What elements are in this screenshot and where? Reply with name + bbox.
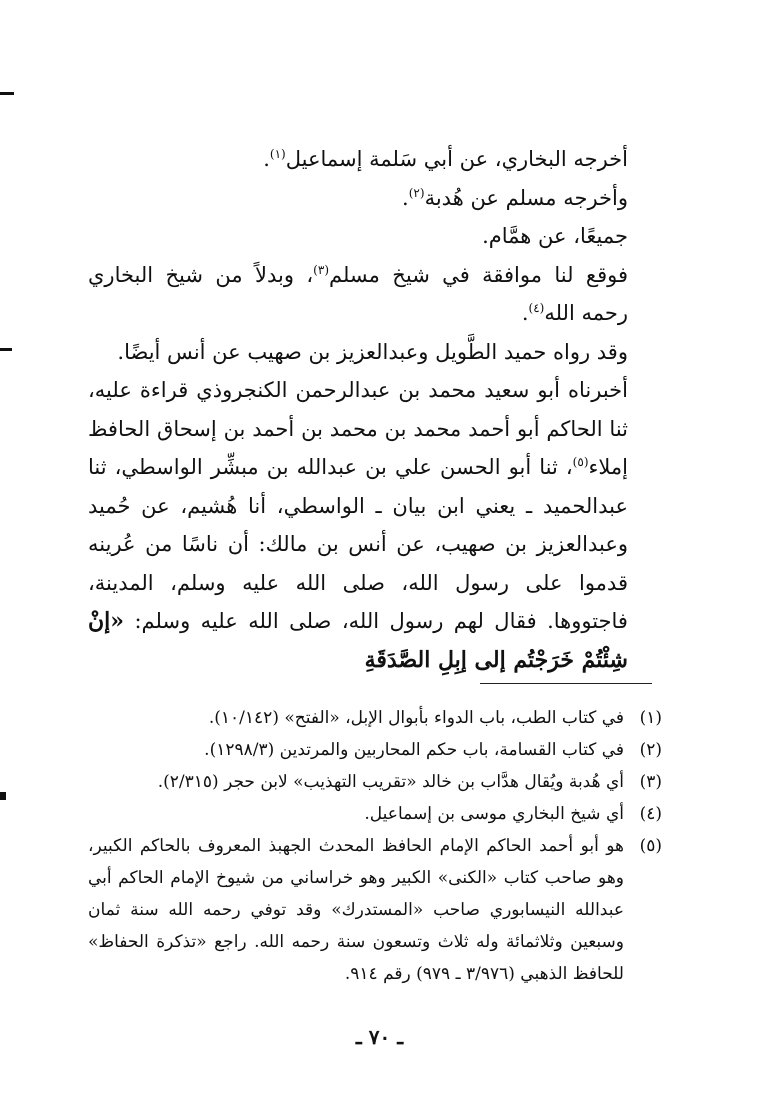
footnote-ref-3[interactable]: (٣) — [313, 262, 329, 277]
line-muslim: وأخرجه مسلم عن هُدبة$^{(٢)}$. — [402, 185, 628, 210]
line-jamian: جميعًا، عن همَّام. — [482, 224, 628, 248]
footnote-text: في كتاب الطب، باب الدواء بأبوال الإبل، «الفتح» (١٠/١٤٢). — [208, 708, 624, 728]
footnote-ref-1[interactable]: (١) — [269, 147, 286, 161]
footnote-item — [88, 702, 662, 734]
main-text — [88, 140, 662, 679]
paragraph-isnad: أخبرناه أبو سعيد محمد بن عبدالرحمن الكنجروذي قراءة عليه، ثنا الحاكم أبو أحمد محمد بن محمد بن أحمد بن إسحاق الحافظ إملاء$^{(٥)}$، ثنا أبو الحسن علي بن عبدالله بن مبشِّر الواسطي، ثنا عبدالحميد ـ يعني ابن بيان ـ الواسطي، أنا هُشيم، عن حُميد وعبدالعزيز بن صهيب، عن أنس بن مالك: أن ناسًا من عُرينه قدموا على رسول الله، صلى الله عليه وسلم، المدينة، فاجتووها. فقال لهم رسول الله، صلى الله عليه وسلم: «إنْ شِئْتُمْ خَرَجْتُم إلى إبِلِ الصَّدَقَةِ — [88, 378, 628, 673]
scan-mark-middle — [0, 348, 12, 351]
scan-mark-lower — [0, 792, 6, 800]
footnote-ref-2[interactable]: (٢) — [408, 185, 425, 200]
footnote-item — [88, 734, 662, 766]
footnote-number: (١) — [639, 708, 662, 728]
footnote-text: أي شيخ البخاري موسى بن إسماعيل. — [364, 804, 624, 824]
scan-mark-top — [0, 92, 14, 95]
footnote-item — [88, 766, 662, 798]
line-bukhari: أخرجه البخاري، عن أبي سَلمة إسماعيل$^{(١)}$. — [263, 147, 628, 171]
footnote-text: في كتاب القسامة، باب حكم المحاربين والمرتدين (١٢٩٨/٣). — [204, 740, 624, 760]
paragraph-humaid: وقد رواه حميد الطَّويل وعبدالعزيز بن صهيب عن أنس أيضًا. — [117, 339, 628, 364]
page-number: ـ ٧٠ ـ — [355, 1025, 404, 1049]
footnote-ref-5[interactable]: (٥) — [572, 455, 589, 469]
footnote-number: (٢) — [639, 740, 662, 760]
footnote-ref-4[interactable]: (٤) — [528, 301, 545, 315]
footnote-number: (٣) — [639, 772, 662, 792]
footnote-text: أي هُدبة ويُقال هدَّاب بن خالد «تقريب التهذيب» لابن حجر (٢/٣١٥). — [157, 772, 624, 792]
paragraph-muwafaqa: فوقع لنا موافقة في شيخ مسلم$^{(٣)}$، وبدلاً من شيخ البخاري رحمه الله$^{(٤)}$. — [88, 262, 628, 325]
footnote-separator — [480, 683, 652, 684]
footnote-number: (٥) — [639, 836, 662, 856]
footnote-item — [88, 798, 662, 830]
footnote-item — [88, 830, 662, 990]
footnotes — [88, 702, 662, 990]
hadith-quote: «إنْ شِئْتُمْ خَرَجْتُم إلى إبِلِ الصَّدَقَةِ — [88, 608, 628, 673]
footnote-text: هو أبو أحمد الحاكم الإمام الحافظ المحدث الجهبذ المعروف بالحاكم الكبير، وهو صاحب كتاب «الكنى» الكبير وهو خراساني من شيوخ الإمام الحاكم أبي عبدالله النيسابوري صاحب «المستدرك» وقد توفي رحمه الله سنة ثمان وسبعين وثلاثمائة وله ثلاث وتسعون سنة رحمه الله. راجع «تذكرة الحفاظ» للحافظ الذهبي (٣/٩٧٦ ـ ٩٧٩) رقم ٩١٤. — [88, 836, 624, 984]
footnote-number: (٤) — [639, 804, 662, 824]
